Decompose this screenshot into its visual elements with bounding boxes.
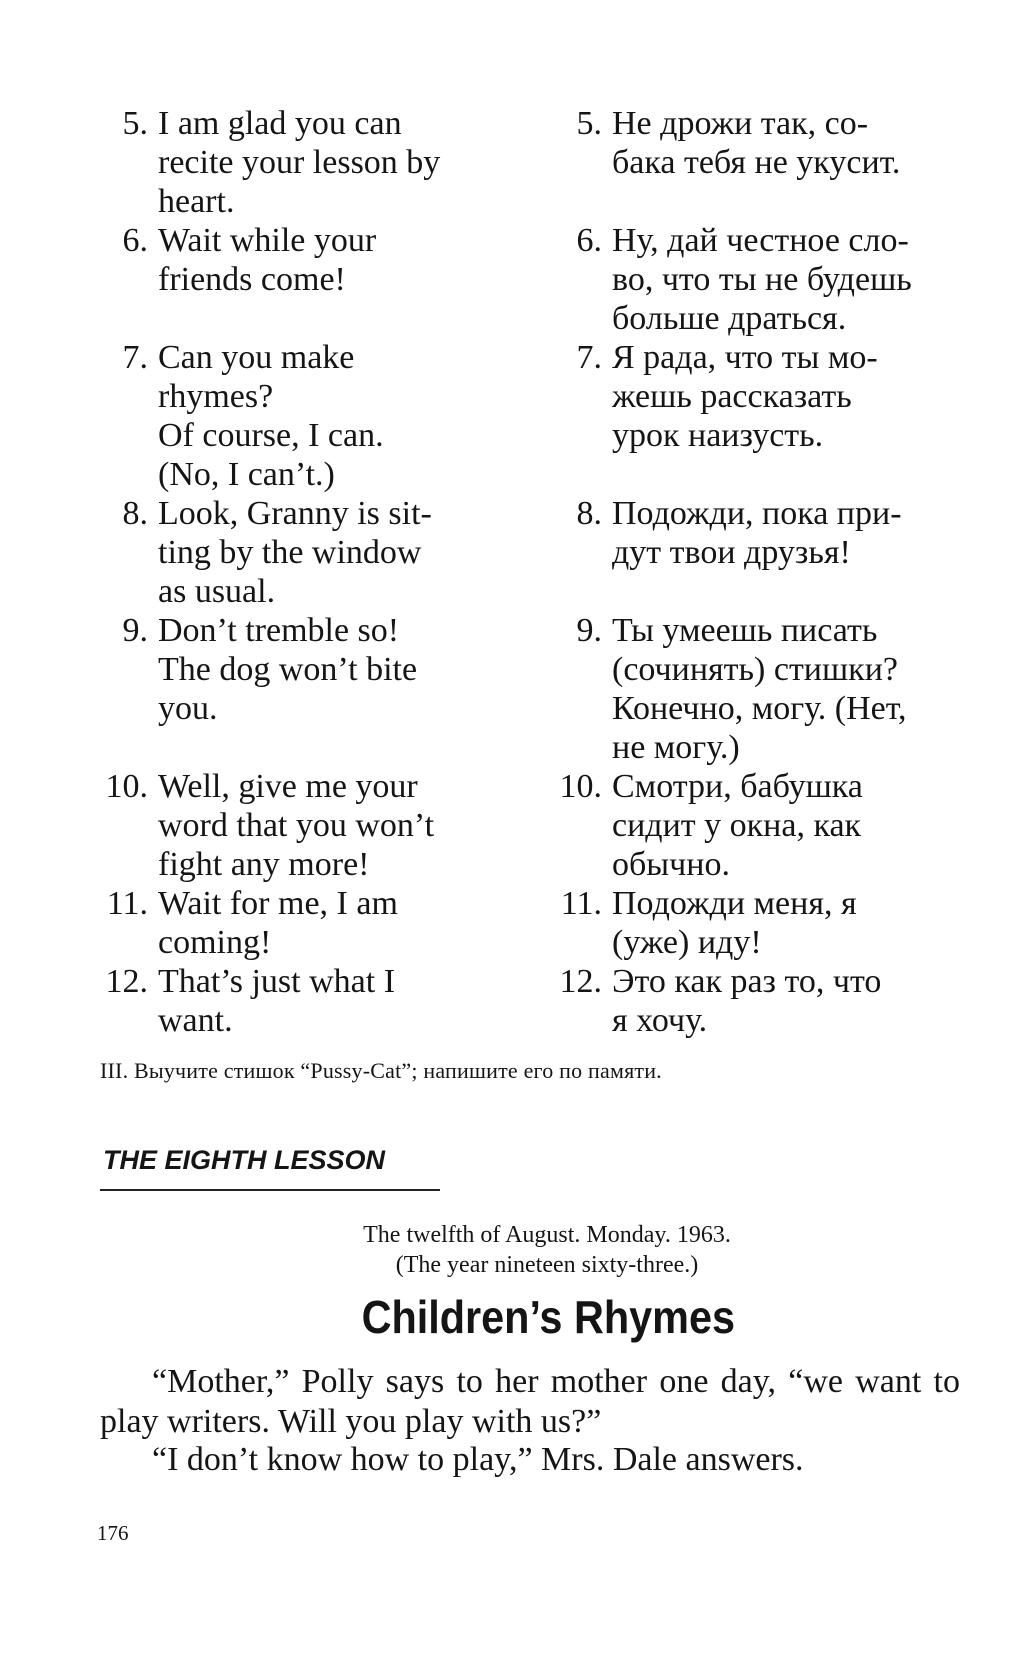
english-item-9 [100, 611, 502, 767]
text-line: бака тебя не укусит. [612, 144, 901, 181]
item-number: 6. [122, 222, 148, 259]
text-line: Смотри, бабушка [612, 768, 863, 805]
russian-sentences-column [554, 104, 964, 1040]
item-text [612, 767, 964, 884]
text-line: Wait for me, I am [158, 885, 398, 922]
item-text [612, 611, 964, 767]
russian-item-10 [554, 767, 964, 884]
russian-item-5 [554, 104, 964, 221]
assignment-instruction: III. Выучите стишок “Pussy-Cat”; напишите его по памяти. [100, 1058, 662, 1083]
item-number: 12. [105, 963, 148, 1000]
text-line: friends come! [158, 261, 346, 298]
russian-item-9 [554, 611, 964, 767]
item-number: 11. [106, 885, 148, 922]
russian-item-8 [554, 494, 964, 611]
item-text [158, 338, 502, 494]
text-line: coming! [158, 924, 272, 961]
text-line: Wait while your [158, 222, 377, 259]
item-text [158, 767, 502, 884]
item-number: 7. [576, 339, 602, 376]
text-line: word that you won’t [158, 807, 435, 844]
text-line: Of course, I can. [158, 417, 384, 454]
text-line: The dog won’t bite [158, 651, 418, 688]
item-text [612, 221, 964, 338]
text-line: Конечно, могу. (Нет, [612, 690, 907, 727]
text-line [612, 572, 964, 611]
item-number: 5. [576, 105, 602, 142]
text-line: Look, Granny is sit- [158, 495, 432, 532]
russian-item-7 [554, 338, 964, 494]
story-paragraph-1 [100, 1362, 960, 1442]
lesson-year-spelled: (The year nineteen sixty-three.) [395, 1252, 699, 1278]
item-text [612, 104, 964, 221]
english-item-5 [100, 104, 502, 221]
text-line [612, 455, 964, 494]
text-line: rhymes? [158, 378, 274, 415]
item-text [612, 338, 964, 494]
item-number: 7. [122, 339, 148, 376]
item-number: 10. [559, 768, 602, 805]
lesson-title-underline [100, 1189, 440, 1191]
text-line: я хочу. [612, 1002, 708, 1039]
item-text [158, 962, 502, 1040]
text-line: want. [158, 1002, 233, 1039]
text-line: во, что ты не будешь [612, 261, 912, 298]
text-line: Don’t tremble so! [158, 612, 400, 649]
english-item-6 [100, 221, 502, 338]
item-text [612, 962, 964, 1040]
text-line: Подожди, пока при- [612, 495, 902, 532]
item-text [158, 104, 502, 221]
text-line: больше драться. [612, 300, 847, 337]
paragraph-text: “I don’t know how to play,” Mrs. Dale answers. [152, 1441, 804, 1478]
item-number: 8. [122, 495, 148, 532]
text-line: Подожди меня, я [612, 885, 857, 922]
item-number: 11. [560, 885, 602, 922]
text-line: as usual. [158, 573, 276, 610]
text-line: (сочинять) стишки? [612, 651, 898, 688]
english-item-11 [100, 884, 502, 962]
text-line: heart. [158, 183, 235, 220]
text-line: Это как раз то, что [612, 963, 882, 1000]
item-text [612, 494, 964, 611]
russian-item-12 [554, 962, 964, 1040]
russian-item-11 [554, 884, 964, 962]
text-line [612, 182, 964, 221]
text-line: I am glad you can [158, 105, 402, 142]
item-text [612, 884, 964, 962]
english-item-12 [100, 962, 502, 1040]
text-line: (No, I can’t.) [158, 456, 335, 493]
item-number: 9. [122, 612, 148, 649]
lesson-title: THE EIGHTH LESSON [103, 1145, 386, 1175]
item-text [158, 494, 502, 611]
english-sentences-column [100, 104, 502, 1040]
item-number: 9. [576, 612, 602, 649]
text-line: не могу.) [612, 729, 740, 766]
text-line: урок наизусть. [612, 417, 824, 454]
text-line: Ты умеешь писать [612, 612, 878, 649]
text-line: fight any more! [158, 846, 370, 883]
english-item-10 [100, 767, 502, 884]
item-number: 12. [559, 963, 602, 1000]
english-item-7 [100, 338, 502, 494]
text-line: обычно. [612, 846, 730, 883]
text-line: That’s just what I [158, 963, 396, 1000]
text-line [158, 728, 502, 767]
text-line: recite your lesson by [158, 144, 441, 181]
text-line: you. [158, 690, 218, 727]
text-line [158, 299, 502, 338]
story-paragraph-2 [100, 1440, 960, 1480]
story-title: Children’s Rhymes [361, 1291, 736, 1343]
item-text [158, 221, 502, 338]
item-text [158, 611, 502, 767]
text-line: сидит у окна, как [612, 807, 862, 844]
paragraph-text: “Mother,” Polly says to her mother one day, “we want to play writers. Will you play with us?” [100, 1363, 960, 1440]
text-line: Я рада, что ты мо- [612, 339, 878, 376]
text-line: дут твои друзья! [612, 534, 851, 571]
item-number: 5. [122, 105, 148, 142]
lesson-date: The twelfth of August. Monday. 1963. [363, 1222, 731, 1248]
text-line: Well, give me your [158, 768, 418, 805]
item-number: 6. [576, 222, 602, 259]
item-number: 10. [105, 768, 148, 805]
russian-item-6 [554, 221, 964, 338]
english-item-8 [100, 494, 502, 611]
text-line: (уже) иду! [612, 924, 762, 961]
item-text [158, 884, 502, 962]
page-number: 176 [97, 1521, 129, 1545]
text-line: Ну, дай честное сло- [612, 222, 909, 259]
text-line: жешь рассказать [612, 378, 852, 415]
text-line: Can you make [158, 339, 355, 376]
text-line: Не дрожи так, со- [612, 105, 869, 142]
item-number: 8. [576, 495, 602, 532]
text-line: ting by the window [158, 534, 422, 571]
